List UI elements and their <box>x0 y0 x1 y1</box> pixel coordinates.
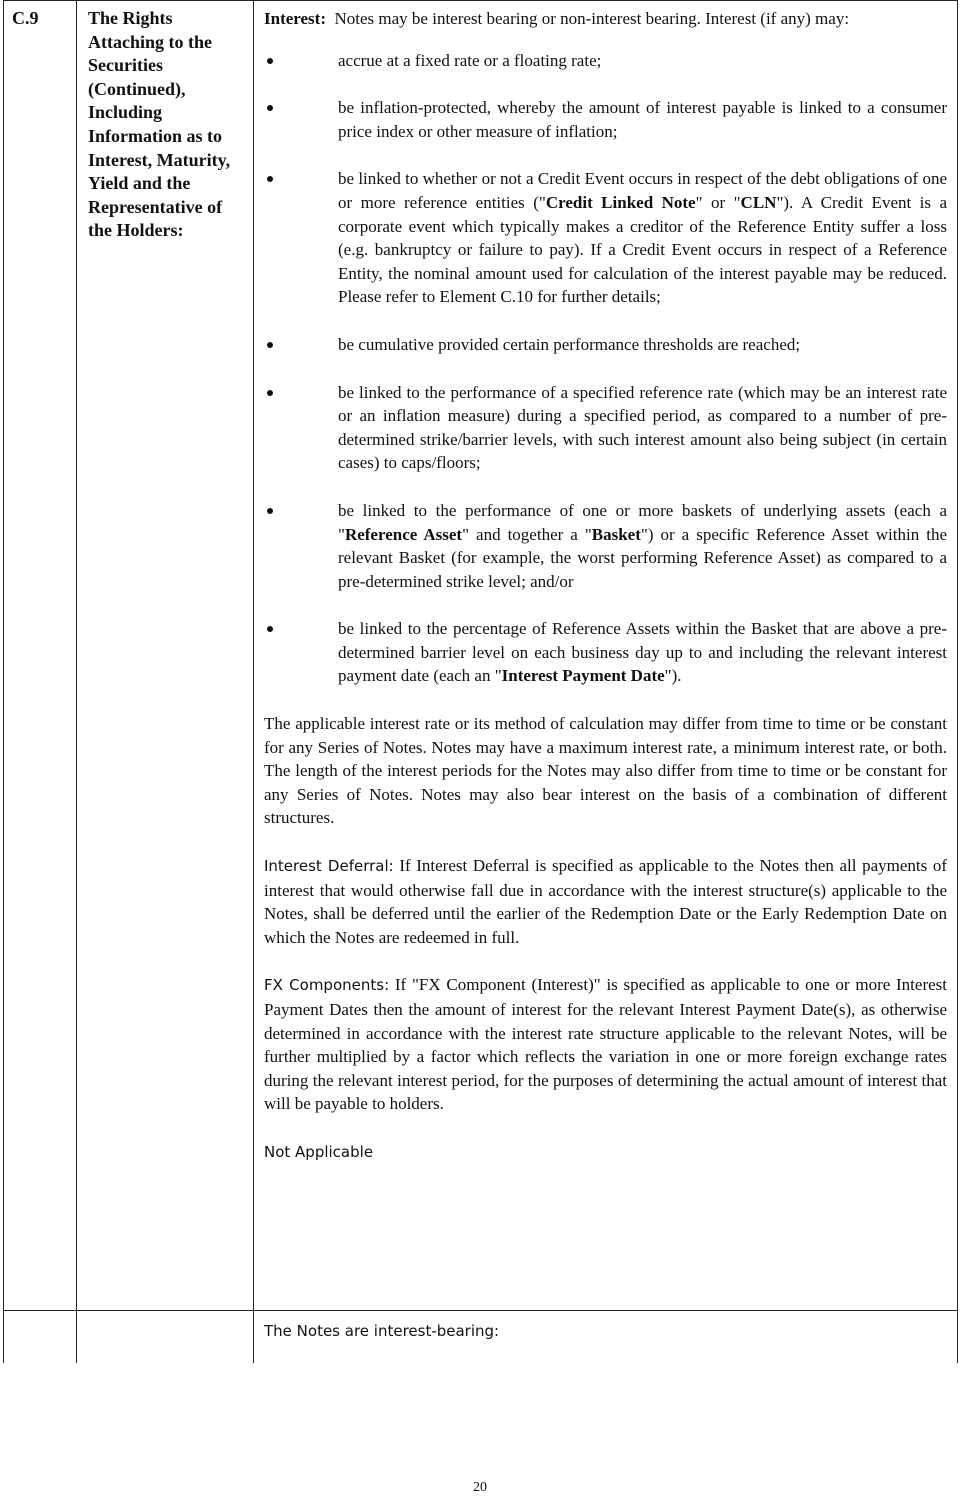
interest-intro-text: Notes may be interest bearing or non-interest bearing. Interest (if any) may: <box>334 9 850 28</box>
not-applicable-text: Not Applicable <box>264 1142 374 1161</box>
element-content <box>254 1 957 1175</box>
bullet-icon <box>267 105 273 111</box>
list-item <box>264 333 947 357</box>
interest-bullet-list <box>264 49 947 688</box>
bullet-text: be linked to whether or not a Credit Event occurs in respect of the debt obligations of one or more reference entities ("Credit Linked Note" or "CLN"). A Credit Event is a corporate event which typically makes a creditor of the Reference Entity suffer a loss (e.g. bankruptcy or failure to pay). If a Credit Event occurs in respect of a Reference Entity, the nominal amount used for calculation of the interest payable may be reduced. Please refer to Element C.10 for further details; <box>338 169 947 307</box>
bullet-text: be linked to the performance of a specified reference rate (which may be an interest rate or an inflation measure) during a specified period, as compared to a number of pre-determined strike/barrier levels, with such interest amount also being subject (in certain cases) to caps/floors; <box>338 382 947 473</box>
fx-components-paragraph <box>264 973 947 1116</box>
summary-table <box>3 0 958 1363</box>
empty-id-cell <box>4 1311 77 1363</box>
bullet-icon <box>267 390 273 396</box>
bullet-text: be linked to the percentage of Reference Assets within the Basket that are above a pre-determined barrier level on each business day up to and including the relevant interest payment date (each an "Interest Payment Date"). <box>338 619 947 686</box>
list-item <box>264 167 947 309</box>
interest-intro <box>264 7 947 31</box>
defined-term: Credit Linked Note <box>545 192 696 212</box>
interest-deferral-paragraph <box>264 854 947 949</box>
element-row-c9 <box>4 1 958 1311</box>
element-content-cell <box>254 1 958 1311</box>
element-id-cell <box>4 1 77 1311</box>
element-id: C.9 <box>12 8 39 28</box>
interest-deferral-label: Interest Deferral: <box>264 857 394 876</box>
interest-bearing-cell <box>254 1311 958 1363</box>
defined-term: Interest Payment Date <box>501 666 665 686</box>
defined-term: Basket <box>591 524 641 544</box>
list-item <box>264 49 947 73</box>
page-number: 20 <box>473 1480 487 1495</box>
list-item <box>264 96 947 143</box>
bullet-text: be cumulative provided certain performance thresholds are reached; <box>338 334 801 354</box>
interest-deferral-text: If Interest Deferral is specified as applicable to the Notes then all payments of interest that would otherwise fall due in accordance with the interest structure(s) applicable to the Notes, shall be deferred until the earlier of the Redemption Date or the Early Redemption Date on which the Notes are redeemed in full. <box>264 856 948 947</box>
list-item <box>264 499 947 593</box>
interest-label: Interest: <box>264 9 326 28</box>
fx-components-text: If "FX Component (Interest)" is specified as applicable to one or more Interest Payment Dates then the amount of interest for the relevant Interest Payment Date(s), as otherwise determined in accordance with the interest rate structure applicable to the relevant Notes, will be further multiplied by a factor which reflects the variation in one or more foreign exchange rates during the relevant interest period, for the purposes of determining the actual amount of interest that will be payable to holders. <box>264 975 947 1114</box>
interest-rate-paragraph: The applicable interest rate or its method of calculation may differ from time to time or be constant for any Series of Notes. Notes may have a maximum interest rate, a minimum interest rate, or both. The length of the interest periods for the Notes may also differ from time to time or be constant for any Series of Notes. Notes may also bear interest on the basis of a combination of different structures. <box>264 714 947 828</box>
bullet-icon <box>267 176 273 182</box>
element-title-cell <box>77 1 254 1311</box>
list-item <box>264 381 947 475</box>
bullet-icon <box>267 508 273 514</box>
bullet-icon <box>267 342 273 348</box>
bullet-icon <box>267 626 273 632</box>
bullet-icon <box>267 58 273 64</box>
fx-components-label: FX Components: <box>264 976 390 995</box>
empty-title-cell <box>77 1311 254 1363</box>
element-title: The Rights Attaching to the Securities (Continued), Including Information as to Interest, Maturity, Yield and the Representative of the Holders: <box>88 8 231 241</box>
bullet-text: accrue at a fixed rate or a floating rate; <box>338 50 602 70</box>
defined-term: CLN <box>740 192 777 212</box>
list-item <box>264 617 947 688</box>
interest-bearing-text: The Notes are interest-bearing: <box>264 1322 500 1340</box>
element-row-continued <box>4 1311 958 1363</box>
bullet-text: be linked to the performance of one or more baskets of underlying assets (each a "Reference Asset" and together a "Basket") or a specific Reference Asset within the relevant Basket (for example, the worst performing Reference Asset) as compared to a pre-determined strike level; and/or <box>338 500 947 591</box>
bullet-text: be inflation-protected, whereby the amount of interest payable is linked to a consumer price index or other measure of inflation; <box>338 98 947 141</box>
defined-term: Reference Asset <box>344 524 463 544</box>
